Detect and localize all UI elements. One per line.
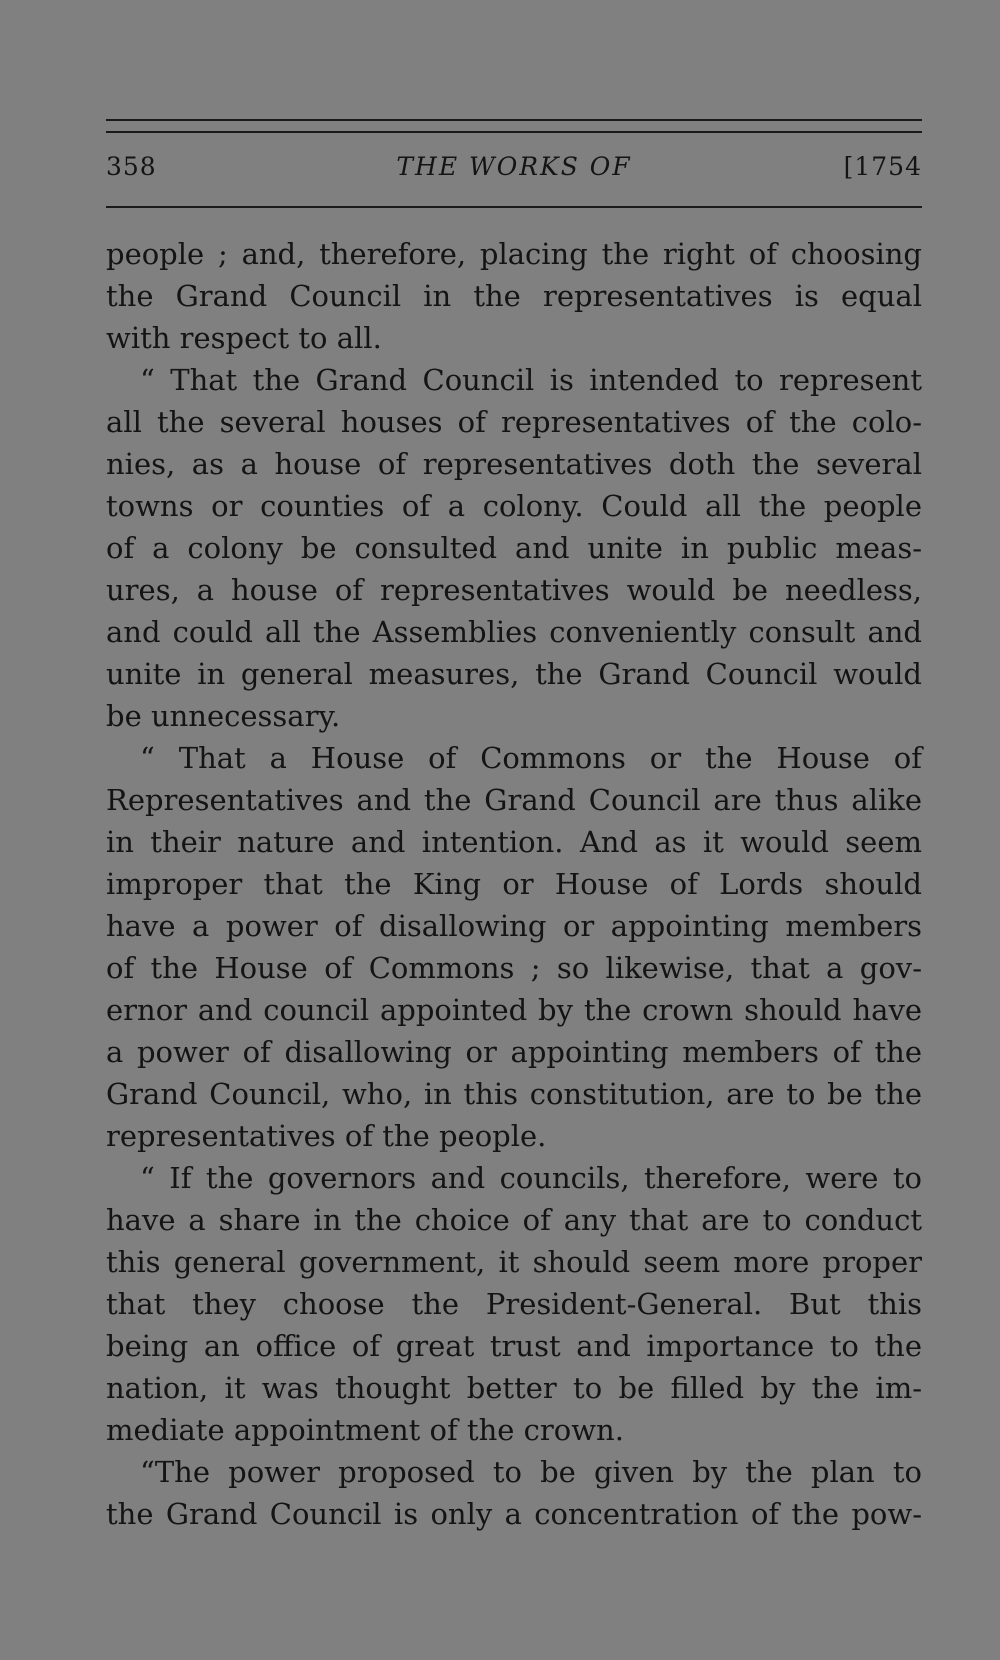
- paragraph: [106, 359, 922, 737]
- running-title: THE WORKS OF: [396, 152, 632, 181]
- text-line: of a colony be consulted and unite in public meas-: [106, 531, 922, 565]
- text-line: with respect to all.: [106, 321, 382, 355]
- text-line: improper that the King or House of Lords should: [106, 867, 922, 901]
- text-line: unite in general measures, the Grand Council would: [106, 657, 922, 691]
- top-rule-outer: [106, 119, 922, 121]
- text-line: ernor and council appointed by the crown should have: [106, 993, 922, 1027]
- text-line: the Grand Council in the representatives is equal: [106, 279, 922, 313]
- paragraph: [106, 233, 922, 359]
- text-line: mediate appointment of the crown.: [106, 1413, 624, 1447]
- text-line: Grand Council, who, in this constitution, are to be the: [106, 1077, 922, 1111]
- text-line: ures, a house of representatives would be needless,: [106, 573, 922, 607]
- text-line: be unnecessary.: [106, 699, 341, 733]
- text-line: all the several houses of representatives of the colo-: [106, 405, 922, 439]
- text-line: being an office of great trust and importance to the: [106, 1329, 922, 1363]
- text-line: have a share in the choice of any that are to conduct: [106, 1203, 922, 1237]
- text-line: people ; and, therefore, placing the right of choosing: [106, 237, 922, 271]
- text-line: of the House of Commons ; so likewise, that a gov-: [106, 951, 922, 985]
- running-head: [106, 152, 922, 192]
- text-line: and could all the Assemblies conveniently consult and: [106, 615, 922, 649]
- text-line: nies, as a house of representatives doth the several: [106, 447, 922, 481]
- text-line: “ That a House of Commons or the House of: [140, 741, 922, 775]
- text-line: Representatives and the Grand Council are thus alike: [106, 783, 922, 817]
- body-text: [106, 233, 922, 1535]
- paragraph: [106, 737, 922, 1157]
- text-line: this general government, it should seem more proper: [106, 1245, 922, 1279]
- text-line: the Grand Council is only a concentration of the pow-: [106, 1497, 922, 1531]
- text-line: in their nature and intention. And as it would seem: [106, 825, 922, 859]
- text-line: have a power of disallowing or appointing members: [106, 909, 922, 943]
- text-line: “ That the Grand Council is intended to represent: [140, 363, 922, 397]
- top-rule-inner: [106, 131, 922, 133]
- text-line: a power of disallowing or appointing members of the: [106, 1035, 922, 1069]
- text-line: that they choose the President-General. But this: [106, 1287, 922, 1321]
- text-line: representatives of the people.: [106, 1119, 547, 1153]
- running-year: [1754: [843, 152, 922, 181]
- paragraph: [106, 1451, 922, 1535]
- text-line: “The power proposed to be given by the plan to: [140, 1455, 922, 1489]
- text-line: “ If the governors and councils, therefore, were to: [140, 1161, 922, 1195]
- paragraph: [106, 1157, 922, 1451]
- header-rule: [106, 206, 922, 208]
- text-line: nation, it was thought better to be filled by the im-: [106, 1371, 922, 1405]
- page-number: 358: [106, 152, 157, 181]
- text-line: towns or counties of a colony. Could all the people: [106, 489, 922, 523]
